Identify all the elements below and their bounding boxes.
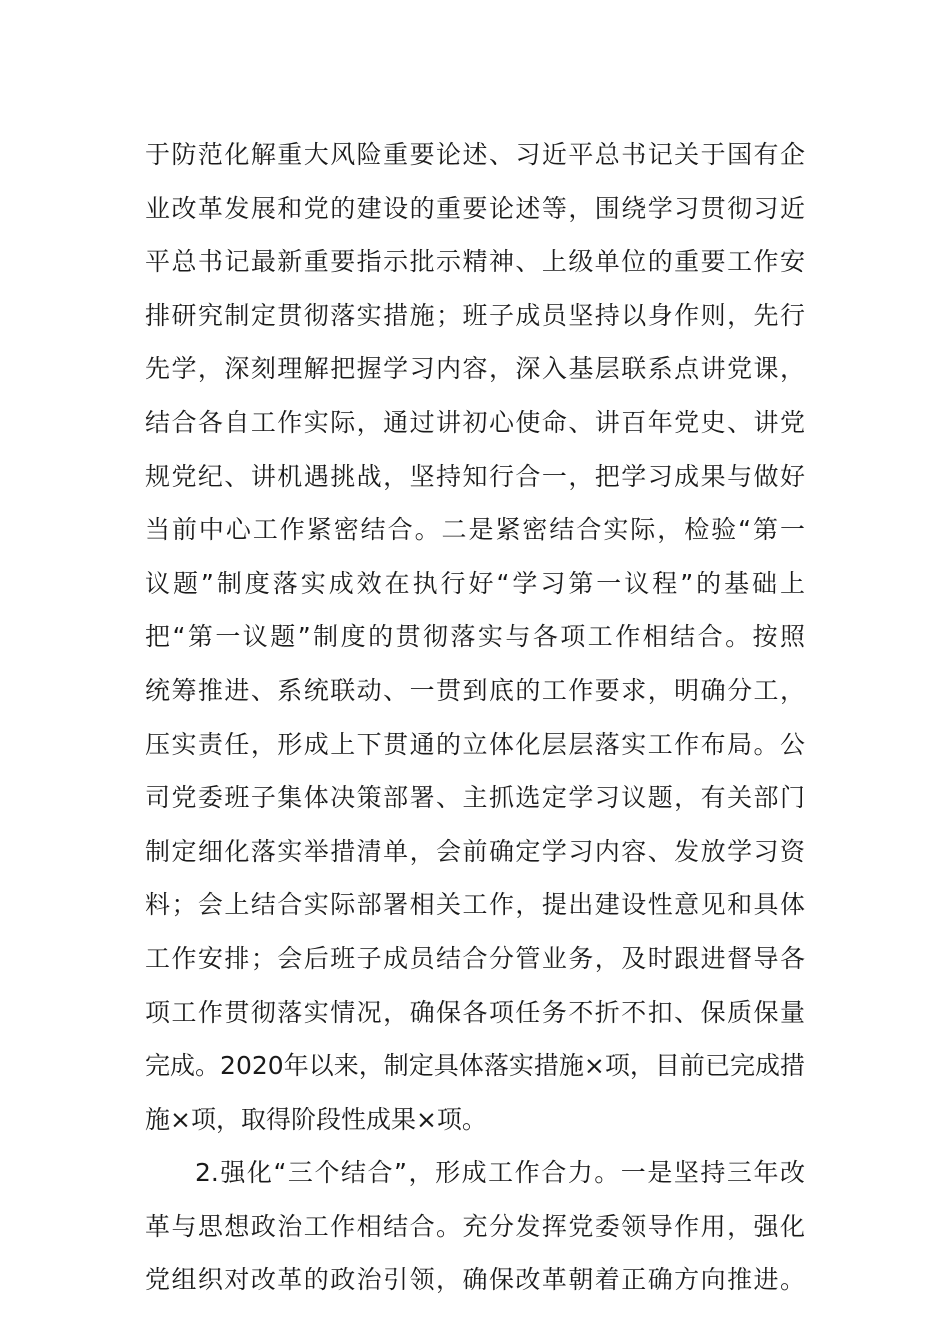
text-line: 把“第一议题”制度的贯彻落实与各项工作相结合。按照 <box>145 622 805 652</box>
text-line: 制定细化落实举措清单，会前确定学习内容、发放学习资 <box>145 836 805 866</box>
text-line: 施×项，取得阶段性成果×项。 <box>145 1104 487 1134</box>
text-line: 排研究制定贯彻落实措施；班子成员坚持以身作则，先行 <box>145 300 805 330</box>
text-line: 革与思想政治工作相结合。充分发挥党委领导作用，强化 <box>145 1211 805 1241</box>
text-line: 业改革发展和党的建设的重要论述等，围绕学习贯彻习近 <box>145 193 805 223</box>
text-line: 项工作贯彻落实情况，确保各项任务不折不扣、保质保量 <box>145 997 805 1027</box>
paragraph-1 <box>145 128 805 1146</box>
text-line: 先学，深刻理解把握学习内容，深入基层联系点讲党课， <box>145 354 805 384</box>
text-line: 于防范化解重大风险重要论述、习近平总书记关于国有企 <box>145 140 805 169</box>
text-line: 规党纪、讲机遇挑战，坚持知行合一，把学习成果与做好 <box>145 461 805 491</box>
text-line: 2.强化“三个结合”，形成工作合力。一是坚持三年改 <box>195 1158 805 1188</box>
text-line: 统筹推进、系统联动、一贯到底的工作要求，明确分工， <box>145 675 805 705</box>
text-line: 议题”制度落实成效在执行好“学习第一议程”的基础上 <box>145 568 805 598</box>
text-line: 完成。2020年以来，制定具体落实措施×项，目前已完成措 <box>145 1051 805 1081</box>
text-line: 党组织对改革的政治引领，确保改革朝着正确方向推进。 <box>145 1265 805 1295</box>
text-line: 结合各自工作实际，通过讲初心使命、讲百年党史、讲党 <box>145 407 805 437</box>
text-line: 料；会上结合实际部署相关工作，提出建设性意见和具体 <box>145 890 805 920</box>
text-line: 当前中心工作紧密结合。二是紧密结合实际，检验“第一 <box>145 515 805 545</box>
document-body <box>145 128 805 1307</box>
text-line: 工作安排；会后班子成员结合分管业务，及时跟进督导各 <box>145 943 805 973</box>
paragraph-2 <box>145 1146 805 1307</box>
text-line: 司党委班子集体决策部署、主抓选定学习议题，有关部门 <box>145 783 805 813</box>
text-line: 压实责任，形成上下贯通的立体化层层落实工作布局。公 <box>145 729 805 759</box>
text-line: 平总书记最新重要指示批示精神、上级单位的重要工作安 <box>145 247 805 277</box>
